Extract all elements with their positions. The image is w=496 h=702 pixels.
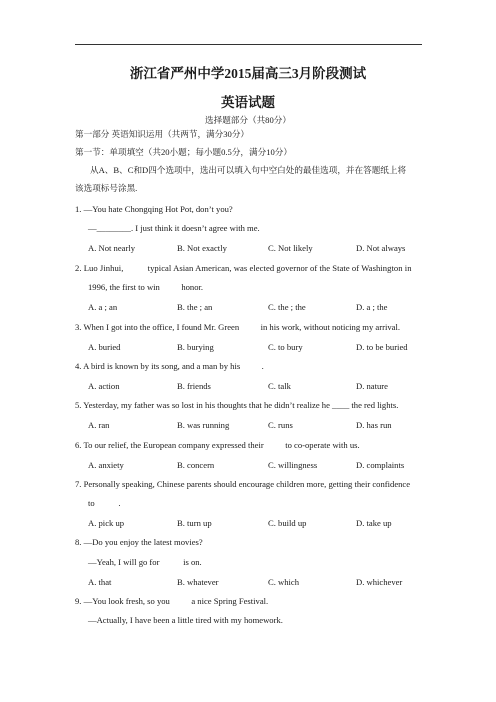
question-4-stem: 4. A bird is known by its song, and a man by his .: [75, 361, 264, 371]
question-5-option-c: C. runs: [268, 420, 293, 430]
question-1-option-d: D. Not always: [356, 243, 406, 253]
question-4-option-d: D. nature: [356, 381, 388, 391]
question-6-option-d: D. complaints: [356, 460, 405, 470]
question-1-option-b: B. Not exactly: [177, 243, 227, 253]
question-7-option-c: C. build up: [268, 518, 307, 528]
question-7-stem: 7. Personally speaking, Chinese parents should encourage children more, getting their confidence: [75, 479, 411, 489]
question-1-option-c: C. Not likely: [268, 243, 313, 253]
question-7-line-2: to .: [88, 498, 121, 508]
question-8-stem: 8. —Do you enjoy the latest movies?: [75, 537, 203, 547]
question-8-line-2: —Yeah, I will go for is on.: [88, 557, 202, 567]
question-2-option-b: B. the ; an: [177, 302, 213, 312]
question-5-option-a: A. ran: [88, 420, 110, 430]
question-6-option-a: A. anxiety: [88, 460, 124, 470]
question-2-option-c: C. the ; the: [268, 302, 306, 312]
instructions-line-2: 该选项标号涂黑.: [75, 183, 138, 193]
question-8-option-c: C. which: [268, 577, 300, 587]
question-2-option-a: A. a ; an: [88, 302, 118, 312]
question-9-line-2: —Actually, I have been a little tired with my homework.: [88, 615, 283, 625]
question-4-option-c: C. talk: [268, 381, 291, 391]
question-2-stem: 2. Luo Jinhui, typical Asian American, was elected governor of the State of Washington in: [75, 263, 412, 273]
question-3-option-d: D. to be buried: [356, 342, 408, 352]
question-5-stem: 5. Yesterday, my father was so lost in his thoughts that he didn’t realize he ____ the red lights.: [75, 400, 399, 410]
instructions-line-1: 从A、B、C和D四个选项中，选出可以填入句中空白处的最佳选项，并在答题纸上将: [90, 165, 407, 175]
question-4-option-a: A. action: [88, 381, 120, 391]
page-title: 浙江省严州中学2015届高三3月阶段测试: [129, 66, 367, 81]
question-9-stem: 9. —You look fresh, so you a nice Spring Festival.: [75, 596, 269, 606]
section-heading: 选择题部分（共80分）: [205, 115, 291, 125]
question-8-option-d: D. whichever: [356, 577, 403, 587]
part-heading: 第一部分 英语知识运用（共两节，满分30分）: [75, 129, 250, 139]
question-1-line-2: —________. I just think it doesn’t agree with me.: [88, 223, 260, 233]
question-3-stem: 3. When I got into the office, I found Mr. Green in his work, without noticing my arrival.: [75, 322, 400, 332]
question-8-option-a: A. that: [88, 577, 112, 587]
question-8-option-b: B. whatever: [177, 577, 219, 587]
question-3-option-c: C. to bury: [268, 342, 303, 352]
question-7-option-b: B. turn up: [177, 518, 212, 528]
question-4-option-b: B. friends: [177, 381, 211, 391]
question-5-option-d: D. has run: [356, 420, 392, 430]
question-2-option-d: D. a ; the: [356, 302, 388, 312]
question-6-stem: 6. To our relief, the European company expressed their to co-operate with us.: [75, 440, 360, 450]
subsection-heading: 第一节：单项填空（共20小题；每小题0.5分，满分10分）: [75, 147, 292, 157]
page-subtitle: 英语试题: [221, 95, 275, 110]
question-7-option-a: A. pick up: [88, 518, 125, 528]
question-1-option-a: A. Not nearly: [88, 243, 136, 253]
question-5-option-b: B. was running: [177, 420, 230, 430]
question-1-stem: 1. —You hate Chongqing Hot Pot, don’t you?: [75, 204, 233, 214]
question-2-line-2: 1996, the first to win honor.: [88, 282, 204, 292]
question-7-option-d: D. take up: [356, 518, 392, 528]
top-rule: [75, 44, 422, 45]
question-6-option-b: B. concern: [177, 460, 215, 470]
question-3-option-b: B. burying: [177, 342, 214, 352]
question-6-option-c: C. willingness: [268, 460, 318, 470]
question-3-option-a: A. buried: [88, 342, 121, 352]
